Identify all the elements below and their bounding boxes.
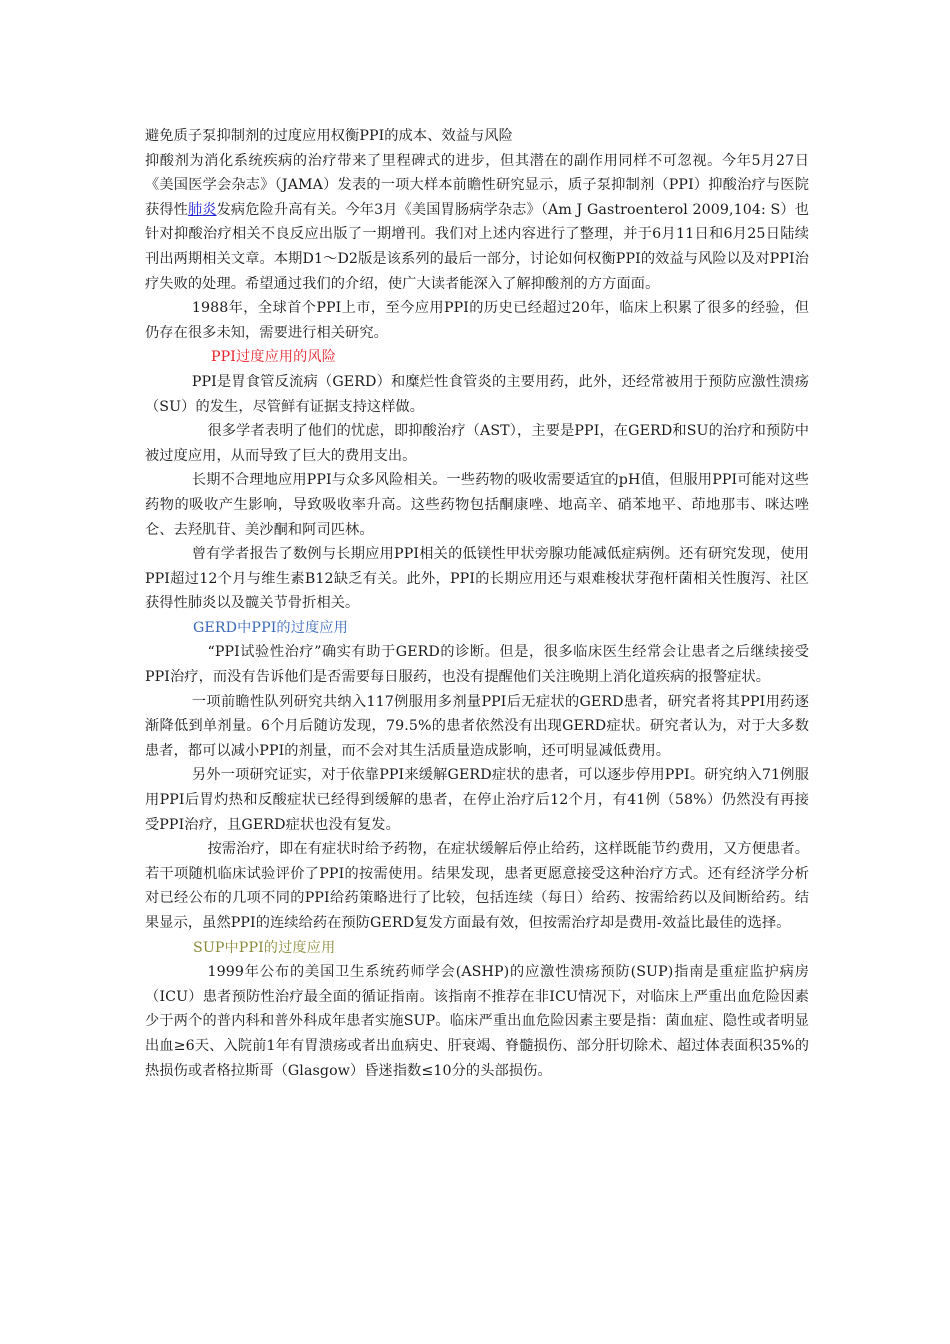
section-heading-risk: PPI过度应用的风险	[211, 349, 337, 366]
gerd-paragraph-3: 另外一项研究证实，对于依靠PPI来缓解GERD症状的患者，可以逐步停用PPI。研究纳入71例服用PPI后胃灼热和反酸症状已经得到缓解的患者，在停止治疗后12个月，有41例（58%）仍然没有再接受PPI治疗，且GERD症状也没有复发。	[145, 767, 809, 833]
gerd-paragraph-4: 按需治疗，即在有症状时给予药物，在症状缓解后停止给药，这样既能节约费用，又方便患者。若干项随机临床试验评价了PPI的按需使用。结果发现，患者更愿意接受这种治疗方式。还有经济学分析对已经公布的几项不同的PPI给药策略进行了比较，包括连续（每日）给药、按需给药以及间断给药。结果显示，虽然PPI的连续给药在预防GERD复发方面最有效，但按需治疗却是费用-效益比最佳的选择。	[145, 841, 809, 931]
intro-text-before-link: 抑酸剂为消化系统疾病的治疗带来了里程碑式的进步，但其潜在的副作用同样不可忽视。今年5月27日《美国医学会杂志》（JAMA）发表的一项大样本前瞻性研究显示，质子泵抑制剂（PPI）抑酸治疗与医院获得性	[145, 152, 809, 218]
section-heading-sup: SUP中PPI的过度应用	[193, 939, 336, 956]
risk-paragraph-1: PPI是胃食管反流病（GERD）和糜烂性食管炎的主要用药，此外，还经常被用于预防应激性溃疡（SU）的发生，尽管鲜有证据支持这样做。	[145, 373, 809, 415]
risk-paragraph-2: 很多学者表明了他们的忧虑，即抑酸治疗（AST），主要是PPI，在GERD和SU的治疗和预防中被过度应用，从而导致了巨大的费用支出。	[145, 423, 809, 464]
intro-paragraph	[145, 149, 809, 297]
pneumonia-link[interactable]: 肺炎	[187, 201, 217, 218]
section-heading-gerd: GERD中PPI的过度应用	[193, 619, 348, 636]
risk-paragraph-4: 曾有学者报告了数例与长期应用PPI相关的低镁性甲状旁腺功能减低症病例。还有研究发现，使用PPI超过12个月与维生素B12缺乏有关。此外，PPI的长期应用还与艰难梭状芽孢杆菌相关性腹泻、社区获得性肺炎以及髋关节骨折相关。	[145, 546, 809, 612]
document-title: 避免质子泵抑制剂的过度应用权衡PPI的成本、效益与风险	[145, 128, 513, 144]
sup-paragraph-1: 1999年公布的美国卫生系统药师学会(ASHP)的应激性溃疡预防(SUP)指南是重症监护病房（ICU）患者预防性治疗最全面的循证指南。该指南不推荐在非ICU情况下，对临床上严重出血危险因素少于两个的普内科和普外科成年患者实施SUP。临床严重出血危险因素主要是指：菌血症、隐性或者明显出血≥6天、入院前1年有胃溃疡或者出血病史、肝衰竭、脊髓损伤、部分肝切除术、超过体表面积35%的热损伤或者格拉斯哥（Glasgow）昏迷指数≤10分的头部损伤。	[145, 964, 809, 1079]
history-paragraph: 1988年，全球首个PPI上市，至今应用PPI的历史已经超过20年，临床上积累了很多的经验，但仍存在很多未知，需要进行相关研究。	[145, 300, 809, 341]
gerd-paragraph-1: “PPI试验性治疗”确实有助于GERD的诊断。但是，很多临床医生经常会让患者之后继续接受PPI治疗，而没有告诉他们是否需要每日服药，也没有提醒他们关注晚期上消化道疾病的报警症状。	[145, 644, 809, 686]
risk-paragraph-3: 长期不合理地应用PPI与众多风险相关。一些药物的吸收需要适宜的pH值，但服用PPI可能对这些药物的吸收产生影响，导致吸收率升高。这些药物包括酮康唑、地高辛、硝苯地平、茚地那韦、咪达唑仑、去羟肌苷、美沙酮和阿司匹林。	[145, 472, 809, 538]
document-page	[145, 124, 809, 1083]
gerd-paragraph-2: 一项前瞻性队列研究共纳入117例服用多剂量PPI后无症状的GERD患者，研究者将其PPI用药逐渐降低到单剂量。6个月后随访发现，79.5%的患者依然没有出现GERD症状。研究者认为，对于大多数患者，都可以减小PPI的剂量，而不会对其生活质量造成影响，还可明显减低费用。	[145, 693, 809, 759]
intro-text-after-link: 发病危险升高有关。今年3月《美国胃肠病学杂志》（Am J Gastroenterol 2009,104: S）也针对抑酸治疗相关不良反应出版了一期增刊。我们对上述内容进行了整理，并于6月11日和6月25日陆续刊出两期相关文章。本期D1～D2版是该系列的最后一部分，讨论如何权衡PPI的效益与风险以及对PPI治疗失败的处理。希望通过我们的介绍，使广大读者能深入了解抑酸剂的方方面面。	[145, 201, 809, 292]
